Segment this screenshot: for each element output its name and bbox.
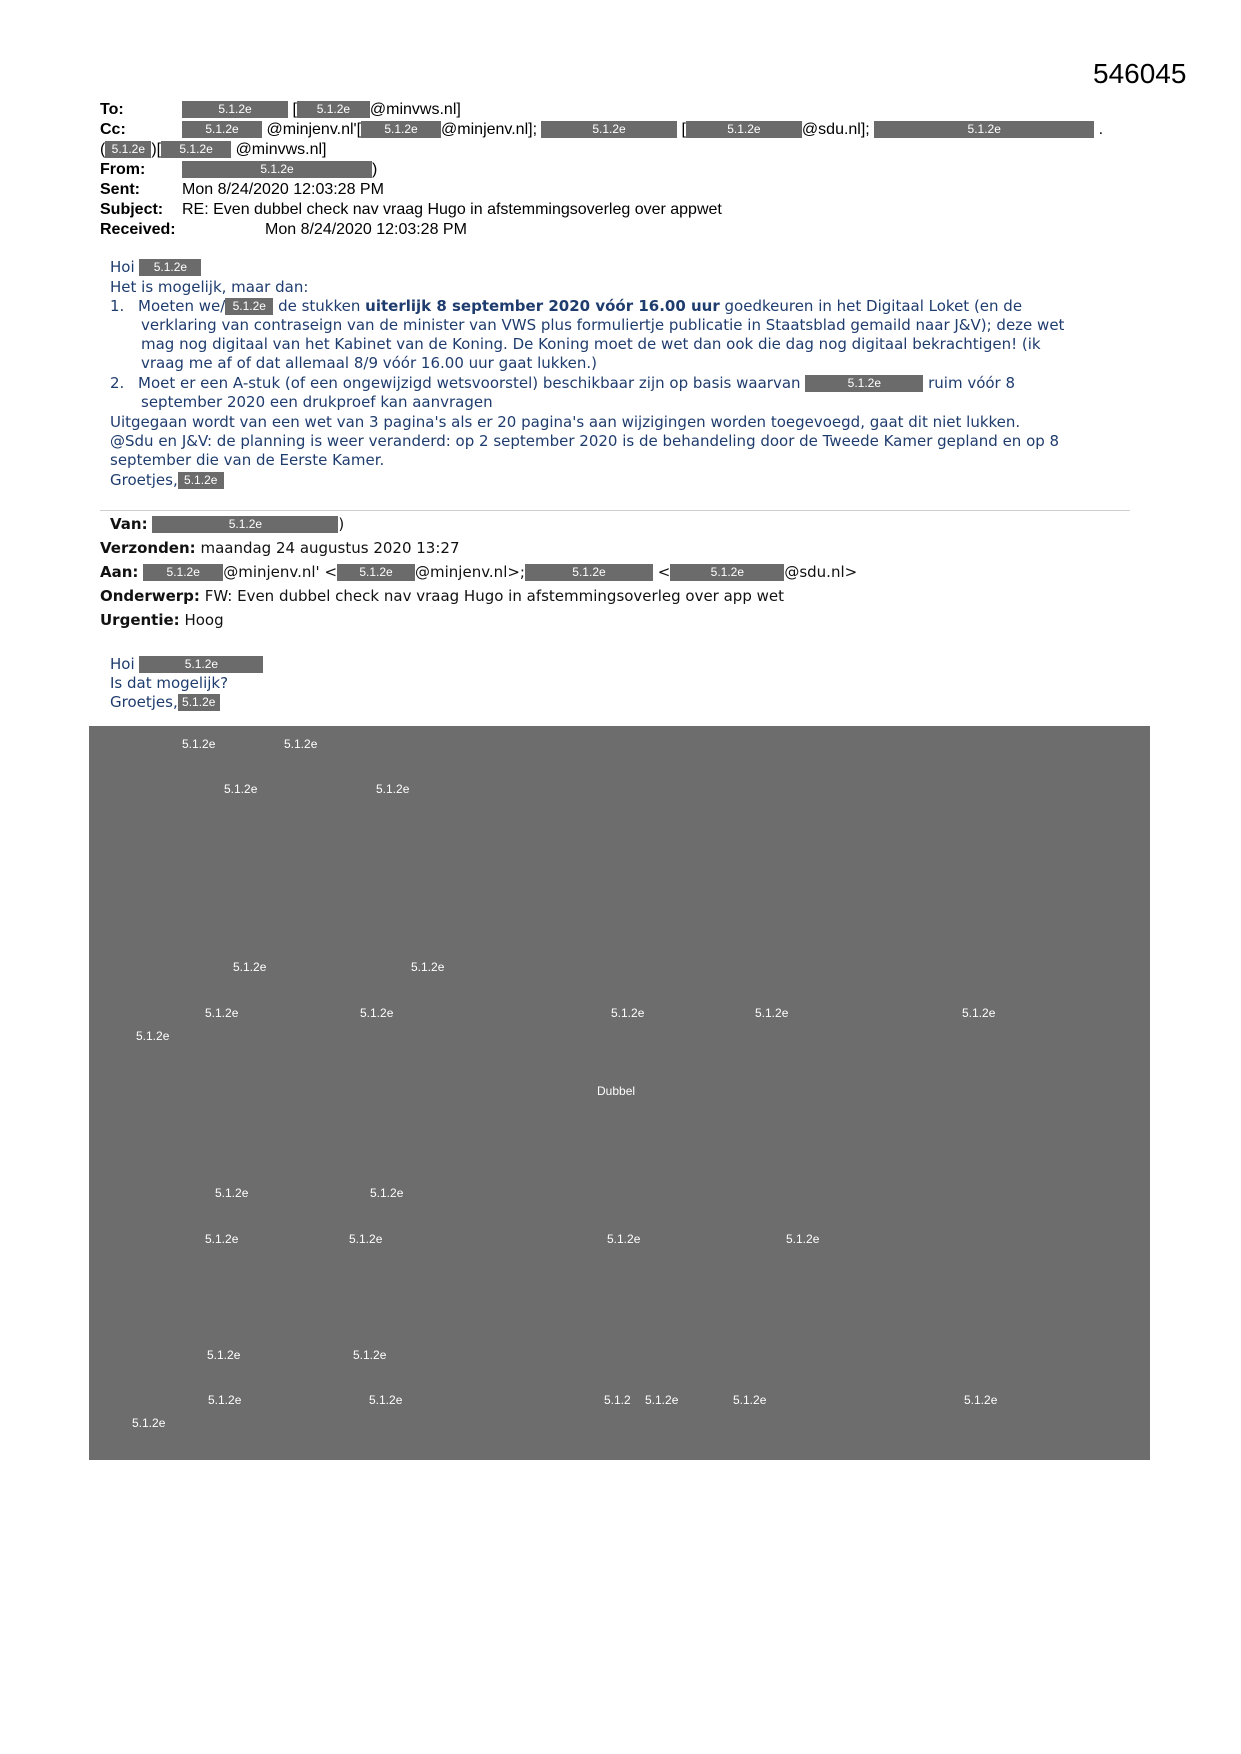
- item-1-line-4: vraag me af of dat allemaal 8/9 vóór 16.00 uur gaat lukken.): [141, 354, 597, 372]
- redaction: 5.1.2e: [178, 694, 220, 711]
- cc-minjenv-1: @minjenv.nl'[: [266, 121, 362, 138]
- reply-signoff: Groetjes, 5.1.2e: [110, 471, 224, 489]
- cc-sdu: @sdu.nl];: [801, 121, 870, 138]
- redaction: 5.1.2e: [105, 141, 151, 158]
- redaction-label: 5.1.2e: [132, 1416, 166, 1430]
- reply-para-2-line-2: september die van de Eerste Kamer.: [110, 451, 385, 469]
- forward-greeting: Hoi 5.1.2e: [110, 655, 263, 673]
- reply-para-2-line-1: @Sdu en J&V: de planning is weer veranderd: op 2 september 2020 is de behandeling door de Tweede Kamer gepland en op 8: [110, 432, 1060, 450]
- redaction-label: 5.1.2e: [205, 1006, 239, 1020]
- redaction-label: 5.1.2e: [645, 1393, 679, 1407]
- redaction-label: 5.1.2e: [376, 782, 410, 796]
- aan-row: Aan: 5.1.2e @minjenv.nl' < 5.1.2e @minjenv.nl>; 5.1.2e < 5.1.2e @sdu.nl>: [100, 563, 858, 581]
- from-label: From:: [100, 161, 146, 178]
- van-row: Van: 5.1.2e ): [110, 515, 345, 533]
- item-2-line-2: september 2020 een drukproef kan aanvragen: [141, 393, 493, 411]
- deadline-bold: uiterlijk 8 september 2020 vóór 16.00 uur: [365, 297, 720, 315]
- redaction: 5.1.2e: [182, 161, 372, 178]
- redaction: 5.1.2e: [670, 564, 784, 581]
- redaction-label: 5.1.2e: [733, 1393, 767, 1407]
- redaction: 5.1.2e: [686, 121, 802, 138]
- redaction-label: 5.1.2e: [962, 1006, 996, 1020]
- verzonden-row: Verzonden: maandag 24 augustus 2020 13:27: [100, 539, 460, 557]
- redaction: 5.1.2e: [182, 101, 288, 118]
- subject-value: RE: Even dubbel check nav vraag Hugo in afstemmingsoverleg over appwet: [182, 201, 722, 218]
- cc-row: [100, 120, 126, 140]
- redaction-label: 5.1.2e: [370, 1186, 404, 1200]
- cc-value: 5.1.2e @minjenv.nl'[ 5.1.2e @minjenv.nl]; 5.1.2e [ 5.1.2e @sdu.nl]; 5.1.2e .: [182, 120, 1103, 140]
- item-1-number: 1.: [110, 297, 125, 315]
- cc-continued: ( 5.1.2e )[ 5.1.2e @minvws.nl]: [100, 141, 327, 158]
- forward-question: Is dat mogelijk?: [110, 674, 229, 692]
- to-suffix: @minvws.nl]: [369, 101, 461, 118]
- forward-signoff: Groetjes, 5.1.2e: [110, 693, 220, 711]
- redaction-label: 5.1.2e: [611, 1006, 645, 1020]
- redaction: 5.1.2e: [805, 375, 923, 392]
- item-1-line-3: mag nog digitaal van het Kabinet van de Koning. De Koning moet de wet dan ook die dag nog digitaal bekrachtigen! (ik: [141, 335, 1041, 353]
- redaction-label: 5.1.2e: [607, 1232, 641, 1246]
- cc-label: Cc:: [100, 121, 126, 138]
- to-row: [100, 100, 124, 120]
- onderwerp-row: Onderwerp: FW: Even dubbel check nav vraag Hugo in afstemmingsoverleg over app wet: [100, 587, 784, 605]
- redaction-label: 5.1.2e: [284, 737, 318, 751]
- divider: [100, 510, 1130, 511]
- redaction: 5.1.2e: [337, 564, 415, 581]
- received-label: Received:: [100, 221, 176, 238]
- redaction-label: 5.1.2e: [755, 1006, 789, 1020]
- cc-minvws: @minvws.nl]: [235, 141, 327, 158]
- reply-greeting: Hoi 5.1.2e: [110, 258, 201, 276]
- redaction-label: 5.1.2e: [349, 1232, 383, 1246]
- item-1-line-1: Moeten we/ 5.1.2e de stukken uiterlijk 8 september 2020 vóór 16.00 uur goedkeuren in het Digitaal Loket (en de: [138, 297, 1023, 315]
- redaction: 5.1.2e: [152, 516, 338, 533]
- cc-minjenv-2: @minjenv.nl];: [441, 121, 538, 138]
- page-number: 546045: [1093, 58, 1187, 89]
- redaction: 5.1.2e: [161, 141, 231, 158]
- redaction: 5.1.2e: [178, 472, 224, 489]
- redaction-label: 5.1.2e: [786, 1232, 820, 1246]
- redaction-label: 5.1.2e: [411, 960, 445, 974]
- redacted-block: [89, 726, 1150, 1460]
- redaction-label: 5.1.2e: [964, 1393, 998, 1407]
- redaction: 5.1.2e: [297, 101, 370, 118]
- redaction-label: 5.1.2e: [353, 1348, 387, 1362]
- redaction-label: 5.1.2e: [208, 1393, 242, 1407]
- redaction: 5.1.2e: [541, 121, 677, 138]
- item-1-line-2: verklaring van contraseign van de minister van VWS plus formuliertje publicatie in Staatsblad gemaild naar J&V); deze wet: [141, 316, 1065, 334]
- urgentie-row: Urgentie: Hoog: [100, 611, 224, 629]
- redaction: 5.1.2e: [874, 121, 1094, 138]
- redaction: 5.1.2e: [361, 121, 441, 138]
- reply-para-1: Uitgegaan wordt van een wet van 3 pagina's als er 20 pagina's aan wijzigingen worden toegevoegd, gaat dit niet lukken.: [110, 413, 1021, 431]
- redaction-label-cut: 5.1.2: [604, 1393, 631, 1407]
- redaction-label: 5.1.2e: [215, 1186, 249, 1200]
- redaction: 5.1.2e: [139, 656, 263, 673]
- item-2-number: 2.: [110, 374, 125, 392]
- sent-value: Mon 8/24/2020 12:03:28 PM: [182, 181, 384, 198]
- from-value: 5.1.2e ): [182, 160, 377, 180]
- redaction-label: 5.1.2e: [369, 1393, 403, 1407]
- sent-label: Sent:: [100, 181, 140, 198]
- subject-label: Subject:: [100, 201, 164, 218]
- redaction-label: 5.1.2e: [224, 782, 258, 796]
- reply-intro: Het is mogelijk, maar dan:: [110, 278, 309, 296]
- to-value: 5.1.2e [ 5.1.2e @minvws.nl]: [182, 100, 461, 120]
- redaction: 5.1.2e: [139, 259, 201, 276]
- redaction-label: 5.1.2e: [360, 1006, 394, 1020]
- dubbel-label: Dubbel: [597, 1084, 636, 1098]
- redaction-label: 5.1.2e: [233, 960, 267, 974]
- item-2-line-1: Moet er een A-stuk (of een ongewijzigd wetsvoorstel) beschikbaar zijn op basis waarvan 5.1.2e ruim vóór 8: [138, 374, 1016, 392]
- redaction-label: 5.1.2e: [182, 737, 216, 751]
- redaction: 5.1.2e: [225, 298, 273, 315]
- redaction: 5.1.2e: [143, 564, 223, 581]
- received-value: Mon 8/24/2020 12:03:28 PM: [265, 221, 467, 238]
- to-label: To:: [100, 101, 124, 118]
- redaction-label: 5.1.2e: [207, 1348, 241, 1362]
- redaction: 5.1.2e: [525, 564, 653, 581]
- redaction: 5.1.2e: [182, 121, 262, 138]
- redaction-label: 5.1.2e: [136, 1029, 170, 1043]
- redaction-label: 5.1.2e: [205, 1232, 239, 1246]
